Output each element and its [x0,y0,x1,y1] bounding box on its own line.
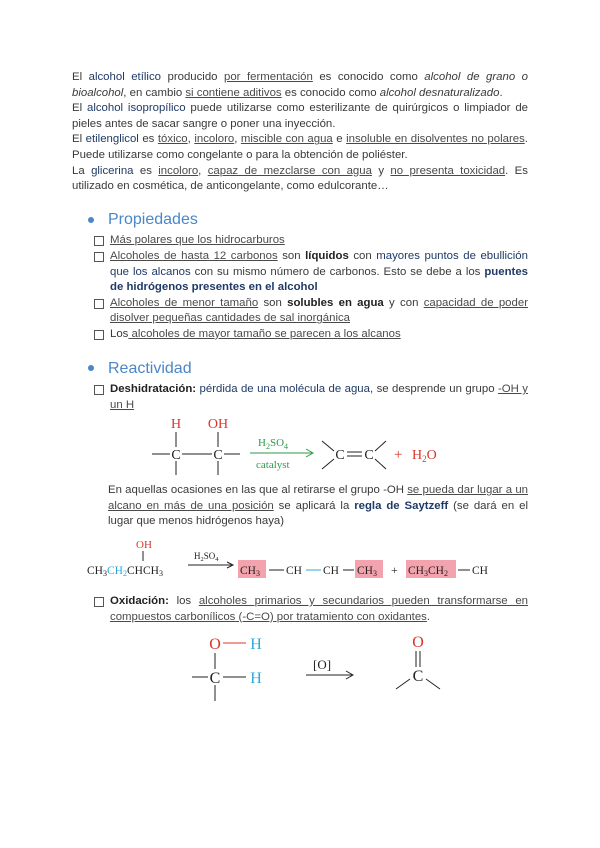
text: , [187,133,195,146]
text: y con [383,296,424,309]
ch-group: CH [472,565,488,578]
list-item [72,296,528,327]
italic-text: alcohol de grano o bioalcohol [72,71,529,99]
underlined-text: incoloro [194,133,235,146]
text: puede utilizarse como esterilizante de quirúrgicos o limpiador de pieles antes de sacar sangre o poner una inyección. [72,102,528,130]
underlined-text: incoloro [158,164,199,177]
oxygen-label: O [209,636,221,654]
italic-text: alcohol desnaturalizado [379,86,500,99]
heading-text: Reactividad [108,359,192,377]
text: . [499,86,503,99]
text: es [133,164,159,177]
bold-text: Oxidación: [110,595,169,608]
underlined-text: capaz de mezclarse con agua [207,164,372,177]
keyword: pérdida de una molécula de agua [196,383,370,396]
text: producido [160,71,225,83]
text: los [168,595,199,608]
keyword: alcohol isopropílico [86,102,186,115]
text: es conocido como [281,86,380,99]
underlined-text: miscible con agua [240,133,333,146]
intro-paragraph-2 [72,101,528,132]
list-item [72,594,528,625]
checkbox-icon[interactable] [94,330,104,340]
catalyst-label: catalyst [256,459,290,472]
text: . Puede utilizarse como congelante o para la obtención de poliéster. [72,133,528,161]
checkbox-icon[interactable] [94,385,104,395]
text: son [277,249,306,262]
bold-keyword: regla de Saytzeff [354,499,449,512]
text: , se desprende un grupo [369,383,498,396]
carbon-label: C [364,448,374,464]
list-item [72,327,528,343]
text: . Es utilizado en cosmética, de anticongelante, como edulcorante… [72,164,528,193]
checkbox-icon[interactable] [94,236,104,246]
carbon-label: C [412,668,424,686]
text: El [72,133,86,146]
underlined-text: si contiene aditivos [185,86,282,99]
bond [396,679,410,689]
text: y [371,164,391,177]
reagent-label: $H_2SO_4$ [258,437,289,452]
bold-text: Deshidratación: [110,383,197,396]
bond [375,441,386,451]
list-item [72,382,528,413]
underlined-text: alcoholes primarios y secundarios pueden transformarse en compuestos carbonílicos (-C=O) por tratamiento con oxidantes [110,595,528,623]
hydroxyl-label: OH [136,539,152,552]
underlined-text: Alcoholes de hasta 12 carbonos [110,249,278,262]
underlined-text: alcoholes de mayor tamaño se parecen a los alcanos [128,327,401,340]
keyword: mayores puntos de ebullición que los alcanos [110,249,528,278]
plus-sign: + [391,563,398,578]
checkbox-icon[interactable] [94,597,104,607]
text: En aquellas ocasiones en las que al retirarse el grupo -OH [108,484,408,497]
hydrogen-label: H [250,636,262,654]
text: se aplicará la [273,499,355,512]
intro-paragraph-3 [72,132,528,163]
text: Los [110,327,129,340]
carbon-label: C [209,670,221,688]
oxidation-reaction-diagram [72,627,528,711]
carbon-label: C [213,448,223,464]
text: , en cambio [123,86,186,99]
text: El [72,102,87,115]
underlined-text: -OH y un H [110,383,528,411]
bond [322,459,334,469]
underlined-text: insoluble en disolventes no polares [346,133,525,146]
bold-text: líquidos [305,249,349,262]
list-item [72,233,528,249]
text: La [72,164,92,177]
plus-sign: + [394,447,403,464]
reagent-label: $H_2SO_4$ [194,551,219,564]
keyword: alcohol etílico [88,71,161,83]
text: es conocido como [312,71,425,83]
water-label: $H_2O$ [412,448,437,465]
hydrogen-label: H [250,670,262,688]
dehydration-reaction-diagram [72,413,528,481]
bullet-icon [88,217,94,223]
oxygen-label: O [412,634,424,652]
underlined-text: por fermentación [224,71,313,83]
underlined-text: se pueda dar lugar a un alcano en más de una posición [108,484,528,512]
bold-keyword: puentes de hidrógenos presentes en el alcohol [110,265,528,294]
keyword: glicerina [91,164,134,177]
text: . [426,610,431,623]
bond [322,441,334,451]
intro-paragraph-1 [72,70,528,101]
oxidant-label: [O] [313,657,332,673]
text: con [348,249,377,262]
underlined-text: Alcoholes de menor tamaño [110,296,259,309]
keyword: etilenglicol [85,133,139,146]
bond [426,679,440,689]
text: , [198,164,208,177]
heading-text: Propiedades [108,210,198,228]
product-ch3ch2: CH3CH2 [408,565,448,579]
intro-paragraph-4 [72,164,528,195]
bold-text: solubles en agua [287,296,384,309]
heading-propiedades [88,212,528,228]
underlined-text: tóxico [157,133,188,146]
ch-group: CH [286,565,302,578]
ch3-group: CH3 [357,565,377,579]
text: , [234,133,241,146]
text: El [72,71,89,83]
text: son [258,296,288,309]
ch-group: CH [323,565,339,578]
carbon-label: C [335,448,345,464]
underlined-text: no presenta toxicidad [390,164,506,177]
checkbox-icon[interactable] [94,299,104,309]
saytzeff-paragraph [108,483,528,530]
underlined-text: capacidad de poder disolver pequeñas cantidades de sal inorgánica [110,296,528,325]
checkbox-icon[interactable] [94,252,104,262]
text: e [332,133,347,146]
text: con su mismo número de carbonos. Esto se debe a los [190,265,485,278]
list-item [72,249,528,296]
reactant-formula: CH3CH2CHCH3 [87,565,163,579]
carbon-label: C [171,448,181,464]
text: (se dará en el lugar que menos hidrógenos haya) [108,499,528,528]
bullet-icon [88,365,94,371]
text: es [138,133,158,146]
ch3-group: CH3 [240,565,260,579]
bond [375,459,386,469]
hydroxyl-label: OH [207,417,229,433]
hydrogen-label: H [170,417,182,433]
underlined-text: Más polares que los hidrocarburos [110,234,285,247]
document-page [72,70,528,711]
saytzeff-reaction-diagram [42,532,498,590]
heading-reactividad [88,361,528,377]
